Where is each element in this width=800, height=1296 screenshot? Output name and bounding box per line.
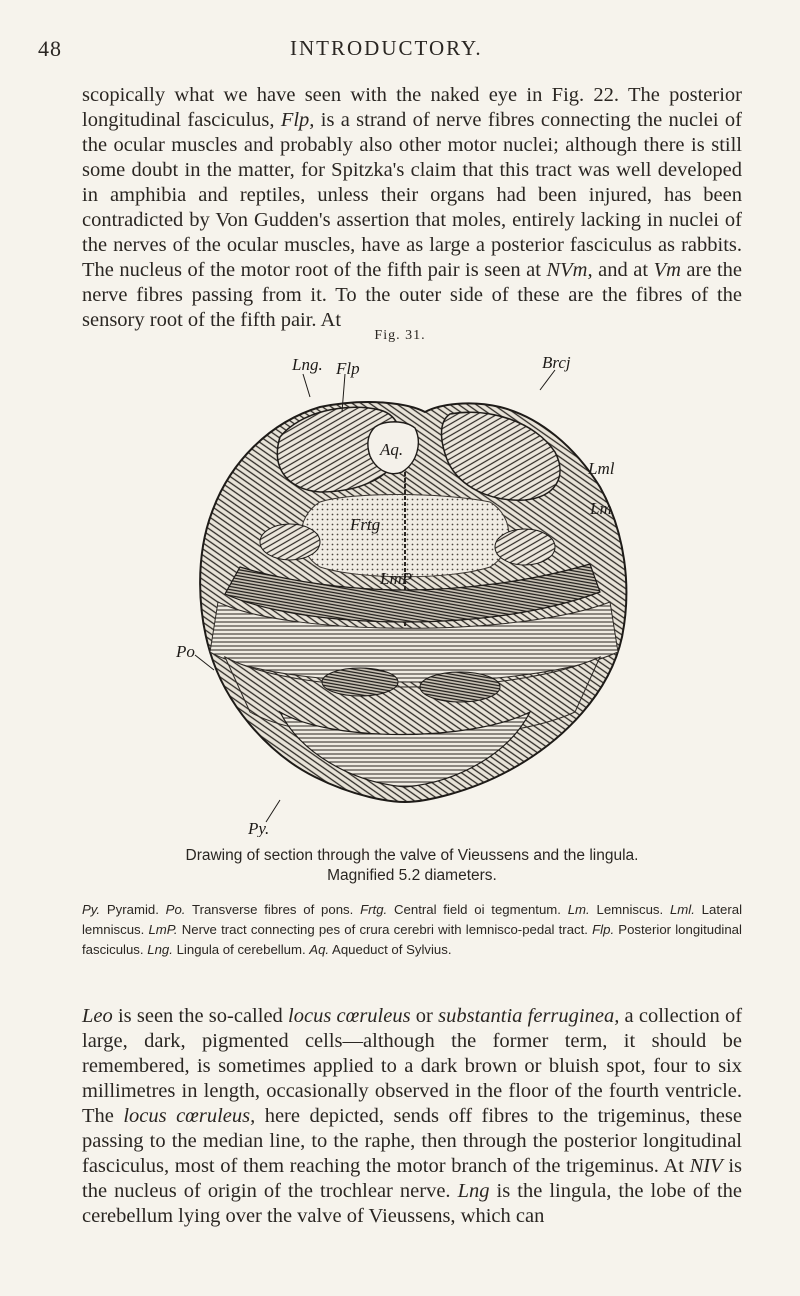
p2-leo: Leo	[82, 1005, 113, 1027]
p1-flp: Flp,	[280, 109, 315, 131]
p2-text-d: here depicted, sends off fibres to the trigeminus, these passing to the median line, to the raphe, then through the posterior longitudinal fasciculus, most of them reaching the motor branch of the trigeminus. At	[82, 1105, 742, 1177]
legend-entry: Lm. Lemniscus.	[567, 902, 664, 917]
p2-substantia: substantia ferruginea,	[438, 1005, 620, 1027]
fig-letter-lml: Lml	[588, 459, 615, 478]
p1-nvm: NVm,	[546, 259, 593, 281]
legend-entry: LmP. Nerve tract connecting pes of crura cerebri with lemnisco-pedal tract.	[148, 922, 588, 937]
p2-text-f: is the lingula, the lobe of the cerebellum lying over the valve of Vieussens, which can	[82, 1180, 742, 1227]
p1-vm: Vm	[653, 259, 681, 281]
p2-lng: Lng	[457, 1180, 490, 1202]
figure-legend	[82, 900, 742, 960]
p1-text-c: and at	[592, 259, 654, 281]
p1-text-a: scopically what we have seen with the naked eye in Fig. 22. The posterior longitudinal fasciculus,	[82, 84, 742, 131]
fig-letter-py: Py.	[248, 819, 270, 837]
page-header	[38, 36, 762, 66]
fig-letter-brcj: Brcj	[542, 353, 571, 372]
p2-text-c: a collection of large, dark, pigmented cells—although the former term, it should be remembered, is sometimes applied to a dark brown or bluish spot, four to six millimetres in length, occasionally observed in the floor of the fourth ventricle. The	[82, 1005, 743, 1127]
paragraph-1	[82, 83, 742, 333]
legend-entry: Lng. Lingula of cerebellum.	[147, 942, 306, 957]
p1-text-b: is a strand of nerve fibres connecting the nuclei of the ocular muscles and probably also other motor nuclei; although there is still some doubt in the matter, for Spitzka's claim that this tract was well developed in amphibia and reptiles, unless their organs had been injured, has been contradicted by Von Gudden's assertion that moles, entirely lacking in nuclei of the nerves of the ocular muscles, have as large a posterior fasciculus as rabbits. The nucleus of the motor root of the fifth pair is seen at	[82, 109, 742, 281]
running-head: INTRODUCTORY.	[290, 36, 483, 60]
p2-text-a: is seen the so-called	[112, 1005, 289, 1027]
p2-locus-2: locus cœruleus,	[123, 1105, 256, 1127]
fig-letter-lm: Lm	[590, 499, 612, 518]
legend-entry: Py. Pyramid.	[82, 902, 159, 917]
figure-31	[170, 352, 640, 837]
legend-entry: Aq. Aqueduct of Sylvius.	[309, 942, 452, 957]
caption-title-line-1: Drawing of section through the valve of Vieussens and the lingula.	[185, 847, 639, 864]
fig-letter-aq: Aq.	[380, 440, 404, 459]
p2-locus-1: locus cœruleus	[288, 1005, 411, 1027]
page-number: 48	[38, 36, 62, 61]
fig-letter-lng: Lng.	[292, 355, 323, 374]
legend-entry: Frtg. Central field oi tegmentum.	[360, 902, 561, 917]
fig-letter-flp: Flp	[336, 359, 360, 378]
p2-text-e: is the nucleus of origin of the trochlear nerve.	[82, 1155, 742, 1202]
legend-entry: Po. Transverse fibres of pons.	[165, 902, 354, 917]
legend-entry: Flp. Posterior longitudinal fasciculus.	[82, 922, 742, 957]
brain-section-illustration	[170, 352, 640, 837]
paragraph-2	[82, 1004, 742, 1229]
p2-niv: NIV	[689, 1155, 723, 1177]
p1-text-d: are the nerve fibres passing from it. To the outer side of these are the fibres of the sensory root of the fifth pair. At	[82, 259, 742, 331]
legend-entry: Lml. Lateral lemniscus.	[82, 902, 742, 937]
fig-letter-frtg: Frtg	[350, 515, 381, 534]
figure-label: Fig. 31.	[374, 328, 426, 343]
figure-caption-title	[82, 846, 742, 886]
fig-letter-po: Po	[176, 642, 195, 661]
p2-text-b: or	[410, 1005, 439, 1027]
fig-letter-lmp: LmP	[380, 569, 413, 588]
caption-title-line-2: Magnified 5.2 diameters.	[327, 867, 497, 884]
